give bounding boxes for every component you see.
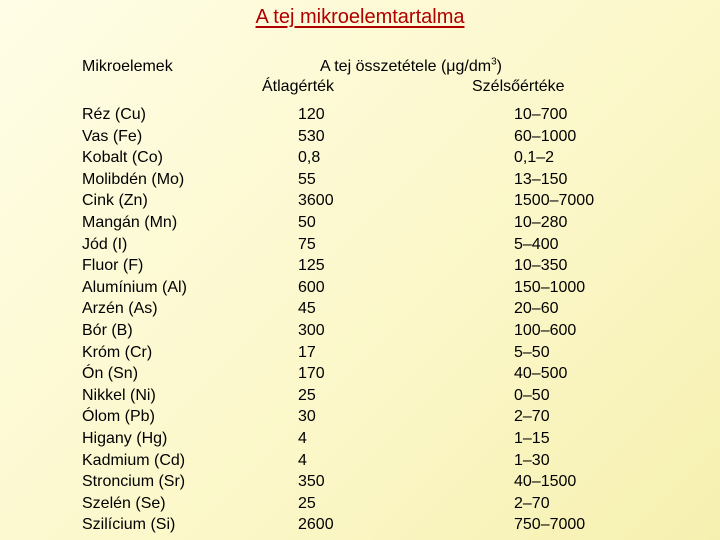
element-name: Mangán (Mn) xyxy=(82,213,178,231)
average-value: 25 xyxy=(298,494,316,512)
composition-exponent: 3 xyxy=(491,56,497,68)
average-value: 530 xyxy=(298,127,325,145)
composition-prefix: A tej összetétele ( xyxy=(320,58,447,75)
range-value: 1500–7000 xyxy=(514,192,595,210)
average-value: 4 xyxy=(298,451,307,469)
element-name: Stroncium (Sr) xyxy=(82,473,186,491)
header-average: Átlagérték xyxy=(262,78,335,95)
range-value: 150–1000 xyxy=(514,278,586,296)
average-value: 300 xyxy=(298,321,325,339)
header-composition xyxy=(272,56,572,78)
element-name: Vas (Fe) xyxy=(82,127,143,145)
element-name: Jód (I) xyxy=(82,235,128,253)
average-value: 30 xyxy=(298,408,316,426)
range-value: 60–1000 xyxy=(514,127,577,145)
element-name: Alumínium (Al) xyxy=(82,278,187,296)
range-value: 100–600 xyxy=(514,321,577,339)
element-name: Nikkel (Ni) xyxy=(82,386,156,404)
range-values-column xyxy=(514,104,594,536)
element-names-column xyxy=(82,104,187,536)
average-value: 50 xyxy=(298,213,316,231)
header-microelements: Mikroelemek xyxy=(82,58,173,75)
element-name: Ólom (Pb) xyxy=(82,408,155,426)
average-value: 4 xyxy=(298,429,307,447)
average-value: 2600 xyxy=(298,516,334,534)
average-value: 0,8 xyxy=(298,149,321,167)
average-value: 350 xyxy=(298,473,325,491)
range-value: 0–50 xyxy=(514,386,550,404)
element-name: Réz (Cu) xyxy=(82,106,147,123)
average-value: 125 xyxy=(298,257,325,275)
average-value: 75 xyxy=(298,235,316,253)
composition-suffix: ) xyxy=(496,58,502,75)
composition-heading xyxy=(272,56,572,78)
range-value: 0,1–2 xyxy=(514,149,555,167)
element-name: Szelén (Se) xyxy=(82,494,166,512)
average-value: 17 xyxy=(298,343,316,361)
range-value: 750–7000 xyxy=(514,516,586,534)
average-value: 3600 xyxy=(298,192,334,210)
range-value: 5–400 xyxy=(514,235,559,253)
range-value: 2–70 xyxy=(514,408,550,426)
range-value: 40–1500 xyxy=(514,473,577,491)
element-name: Szilícium (Si) xyxy=(82,516,176,534)
element-name: Higany (Hg) xyxy=(82,429,168,447)
element-name: Kadmium (Cd) xyxy=(82,451,186,469)
slide-title: A tej mikroelemtartalma xyxy=(255,6,465,28)
element-name: Bór (B) xyxy=(82,321,133,339)
element-name: Fluor (F) xyxy=(82,257,144,275)
range-value: 40–500 xyxy=(514,365,568,383)
range-value: 10–350 xyxy=(514,257,568,275)
element-name: Kobalt (Co) xyxy=(82,149,163,167)
element-name: Molibdén (Mo) xyxy=(82,170,185,188)
average-value: 170 xyxy=(298,365,325,383)
range-value: 5–50 xyxy=(514,343,550,361)
range-value: 1–30 xyxy=(514,451,550,469)
average-value: 45 xyxy=(298,300,316,318)
range-value: 10–280 xyxy=(514,213,568,231)
range-value: 20–60 xyxy=(514,300,559,318)
average-value: 600 xyxy=(298,278,325,296)
element-name: Ón (Sn) xyxy=(82,365,139,383)
header-range: Szélsőértéke xyxy=(472,78,565,95)
average-values-column xyxy=(298,104,334,536)
average-value: 55 xyxy=(298,170,316,188)
range-value: 13–150 xyxy=(514,170,568,188)
element-name: Arzén (As) xyxy=(82,300,158,318)
element-name: Króm (Cr) xyxy=(82,343,153,361)
average-value: 120 xyxy=(298,106,325,123)
range-value: 1–15 xyxy=(514,429,550,447)
range-value: 10–700 xyxy=(514,106,568,123)
element-name: Cink (Zn) xyxy=(82,192,148,210)
composition-mu: μ xyxy=(446,58,456,75)
composition-unit: g/dm xyxy=(455,58,492,75)
average-value: 25 xyxy=(298,386,316,404)
range-value: 2–70 xyxy=(514,494,550,512)
